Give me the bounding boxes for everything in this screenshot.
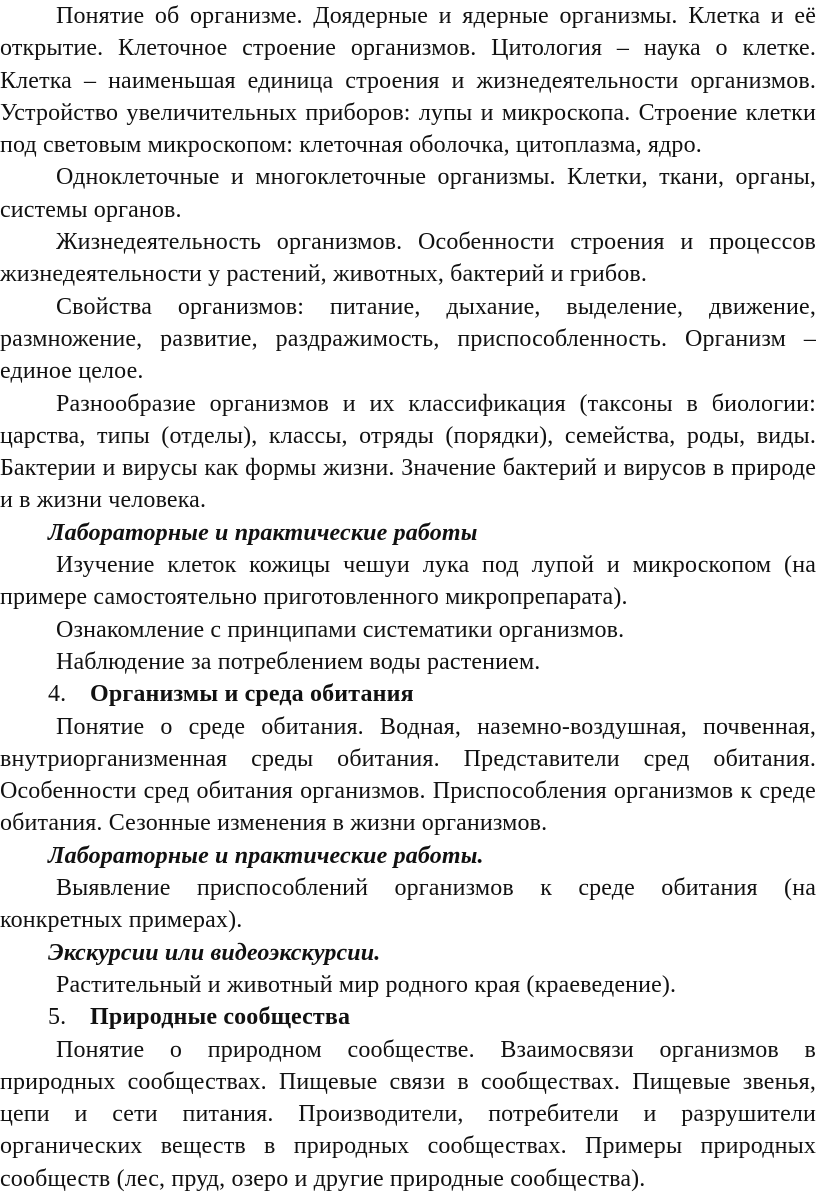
lab-heading: Лабораторные и практические работы xyxy=(48,519,478,546)
paragraph-organism-concept: Понятие об организме. Доядерные и ядерные организмы. Клетка и её открытие. Клеточное строение организмов. Цитология – наука о клетке. Клетка – наименьшая единица строения и жизнедеятельности организмов. Устройство увеличительных приборов: лупы и микроскопа. Строение клетки под световым микроскопом: клеточная оболочка, цитоплазма, ядро. xyxy=(0,3,816,159)
section-number: 4. xyxy=(48,681,67,708)
paragraph-properties: Свойства организмов: питание, дыхание, выделение, движение, размножение, развитие, раздражимость, приспособленность. Организм – единое целое. xyxy=(0,293,816,385)
lab-item-water: Наблюдение за потреблением воды растением. xyxy=(56,648,541,675)
section-heading-4 xyxy=(0,678,816,710)
lab-item-adaptations: Выявление приспособлений организмов к среде обитания (на конкретных примерах). xyxy=(0,875,816,934)
section-heading-5 xyxy=(0,1001,816,1033)
paragraph-unicellular: Одноклеточные и многоклеточные организмы. Клетки, ткани, органы, системы органов. xyxy=(0,164,816,223)
section-title: Организмы и среда обитания xyxy=(90,681,414,708)
section-5-text: Понятие о природном сообществе. Взаимосвязи организмов в природных сообществах. Пищевые связи в сообществах. Пищевые звенья, цепи и сети питания. Производители, потребители и разрушители органических веществ в природных сообществах. Примеры природных сообществ (лес, пруд, озеро и другие природные сообщества). xyxy=(0,1036,816,1192)
excursion-heading: Экскурсии или видеоэкскурсии. xyxy=(48,939,381,966)
lab-item-systematics: Ознакомление с принципами систематики организмов. xyxy=(56,616,625,643)
section-4-text: Понятие о среде обитания. Водная, наземно-воздушная, почвенная, внутриорганизменная среды обитания. Представители сред обитания. Особенности сред обитания организмов. Приспособления организмов к среде обитания. Сезонные изменения в жизни организмов. xyxy=(0,713,816,837)
excursion-item: Растительный и животный мир родного края (краеведение). xyxy=(56,971,677,998)
lab-heading: Лабораторные и практические работы. xyxy=(48,842,484,869)
paragraph-diversity: Разнообразие организмов и их классификация (таксоны в биологии: царства, типы (отделы), классы, отряды (порядки), семейства, роды, виды. Бактерии и вирусы как формы жизни. Значение бактерий и вирусов в природе и в жизни человека. xyxy=(0,390,816,514)
lab-item-onion-cells: Изучение клеток кожицы чешуи лука под лупой и микроскопом (на примере самостоятельно приготовленного микропрепарата). xyxy=(0,552,816,611)
section-number: 5. xyxy=(48,1004,67,1031)
paragraph-life-activity: Жизнедеятельность организмов. Особенности строения и процессов жизнедеятельности у растений, животных, бактерий и грибов. xyxy=(0,229,816,288)
section-title: Природные сообщества xyxy=(90,1004,351,1031)
